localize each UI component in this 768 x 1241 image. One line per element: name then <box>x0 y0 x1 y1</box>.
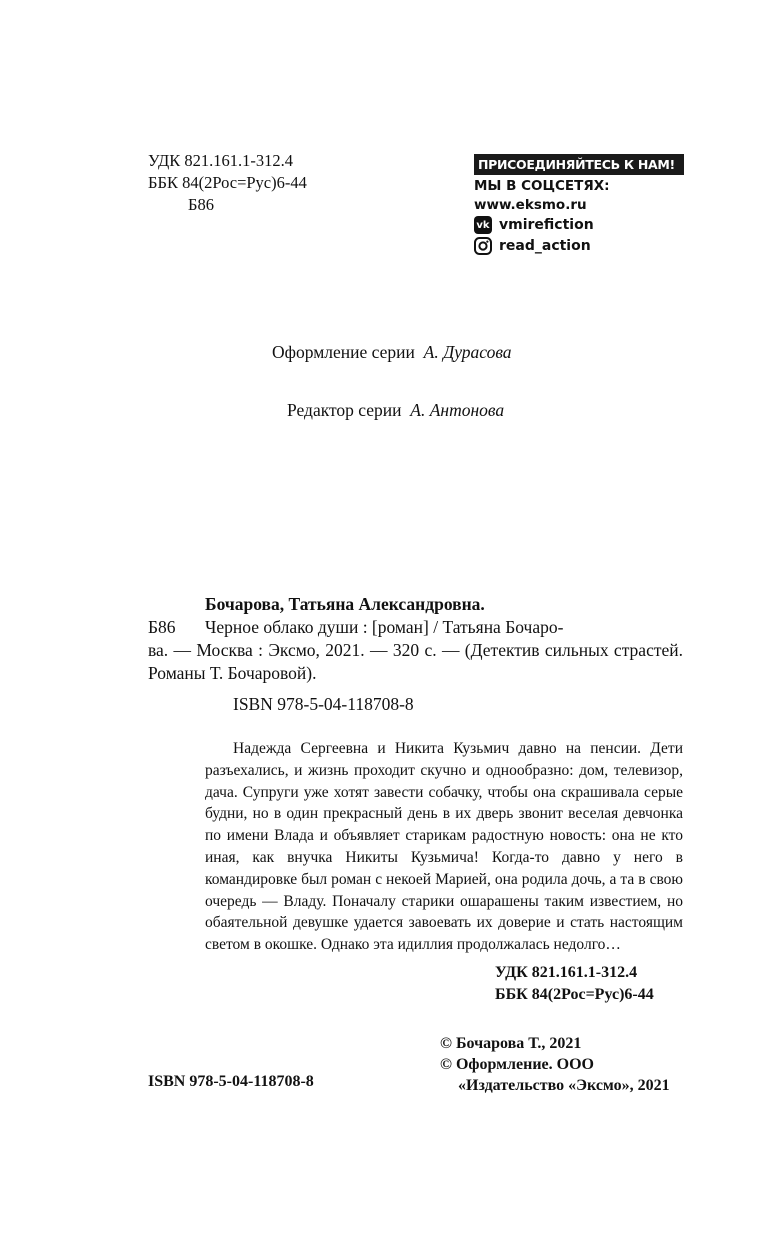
join-banner: ПРИСОЕДИНЯЙТЕСЬ К НАМ! <box>474 154 684 175</box>
instagram-icon <box>474 237 492 255</box>
copyright-publisher: «Издательство «Эксмо», 2021 <box>458 1077 670 1094</box>
book-author: Бочарова, Татьяна Александровна. <box>205 594 485 614</box>
vk-row[interactable] <box>474 216 684 234</box>
bib-line-1: Черное облако души : [роман] / Татьяна Бочаро- <box>205 617 564 637</box>
udk-code: УДК 821.161.1-312.4 <box>148 151 294 170</box>
editor-name: А. Антонова <box>410 400 505 420</box>
design-label: Оформление серии <box>272 342 415 362</box>
footer-udk: УДК 821.161.1-312.4 <box>495 964 638 981</box>
annotation: Надежда Сергеевна и Никита Кузьмич давно на пенсии. Дети разъехались, и жизнь проходит скучно и однообразно: дом, телевизор, дача. Супруги уже хотят завести собачку, чтобы она скрашивала серые будни, но в один прекрасный день в их дверь звонит веселая девчонка по имени Влада и объявляет старикам радостную новость: она не кто иная, как внучка Никиты Кузьмича! Когда-то давно у него в командировке был роман с некоей Марией, она родила дочь, а та в свою очередь — Владу. Поначалу старики ошарашены таким известием, но обаятельной девушке удается завоевать их доверие и стать настоящим светом в окошке. Однако эта идиллия продолжалась недолго… <box>205 740 683 954</box>
copyright-author: © Бочарова Т., 2021 <box>440 1035 582 1052</box>
bbk-code: ББК 84(2Рос=Рус)6-44 <box>148 173 307 192</box>
footer-bbk: ББК 84(2Рос=Рус)6-44 <box>495 986 654 1003</box>
website-link[interactable]: www.eksmo.ru <box>474 197 587 213</box>
instagram-handle[interactable]: read_action <box>499 238 591 254</box>
vk-icon: vk <box>474 216 492 234</box>
footer-classification <box>495 962 654 1006</box>
classification-block <box>148 150 307 216</box>
social-subtitle: МЫ В СОЦСЕТЯХ: <box>474 178 610 194</box>
copyright-design: © Оформление. ООО <box>440 1056 594 1073</box>
footer-isbn: ISBN 978-5-04-118708-8 <box>148 1073 314 1090</box>
series-design-credit <box>272 342 512 363</box>
bib-description: ва. — Москва : Эксмо, 2021. — 320 с. — (Детектив сильных страстей. Романы Т. Бочаровой). <box>148 640 683 683</box>
author-mark: Б86 <box>188 195 214 214</box>
vk-handle[interactable]: vmirefiction <box>499 217 594 233</box>
bib-row <box>148 616 683 639</box>
social-block <box>474 154 684 255</box>
bib-code: Б86 <box>148 617 176 637</box>
editor-label: Редактор серии <box>287 400 402 420</box>
bib-isbn: ISBN 978-5-04-118708-8 <box>233 694 414 714</box>
design-name: А. Дурасова <box>423 342 512 362</box>
series-editor-credit <box>287 400 504 421</box>
copyright-block <box>440 1033 670 1096</box>
bibliographic-record <box>148 593 683 716</box>
instagram-row[interactable] <box>474 237 684 255</box>
